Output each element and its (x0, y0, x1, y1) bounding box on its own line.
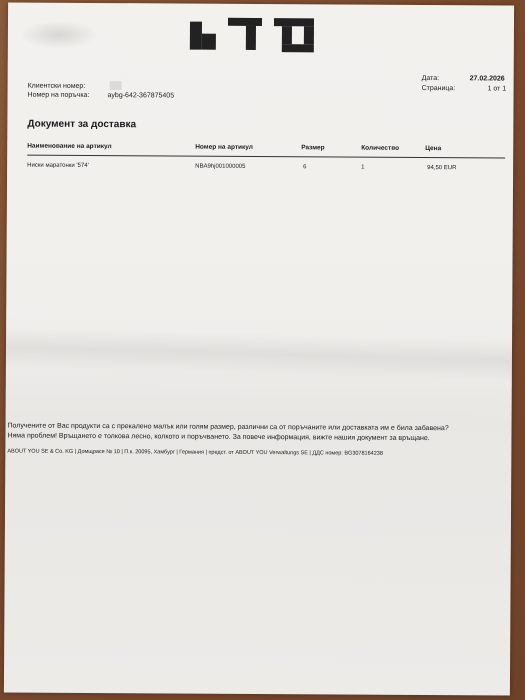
paper-fold-shadow (6, 327, 512, 381)
date-value: 27.02.2026 (469, 75, 505, 83)
col-header-article: Номер на артикул (195, 143, 253, 151)
col-header-quantity: Количество (361, 144, 400, 152)
order-number-value: aybg-642-367875405 (107, 92, 175, 100)
col-header-name: Наименование на артикул (27, 142, 112, 151)
order-number-label: Номер на поръчка: (27, 91, 90, 99)
col-header-size: Размер (301, 144, 325, 152)
redacted-customer-number (110, 81, 122, 90)
row-size: 6 (303, 164, 307, 171)
table-header-rule (27, 155, 505, 159)
footer-company-info: ABOUT YOU SE & Co. KG | Домщрасе № 10 | П.к. 20095, Хамбург | Германия | предст. от ABOUT YOU Verwaltungs SE | ДДС номер: BG3078164238 (7, 448, 383, 457)
customer-number-label: Клиентски номер: (27, 82, 86, 90)
col-header-price: Цена (425, 145, 442, 153)
redacted-logo (186, 14, 346, 55)
row-article-number: NBA9hj001000005 (195, 163, 246, 170)
row-item-name: Ниски маратонки '574' (27, 162, 89, 169)
date-label: Дата: (421, 74, 440, 83)
page-value: 1 от 1 (487, 85, 507, 93)
footer-return-info: Няма проблем! Връщането е толкова лесно, колкото и поръчването. За повече информация, вижте нашия документ за връщане. (7, 432, 430, 443)
blurred-area (20, 21, 98, 49)
delivery-document-paper (4, 2, 514, 695)
row-price: 94,50 EUR (427, 165, 457, 172)
footer-return-question: Получените от Вас продукти са с прекалено малък или голям размер, различни са от поръчаните или доставката им е била забавена? (7, 422, 449, 433)
row-quantity: 1 (361, 164, 365, 171)
page-label: Страница: (421, 84, 456, 93)
document-title: Документ за доставка (27, 118, 137, 131)
